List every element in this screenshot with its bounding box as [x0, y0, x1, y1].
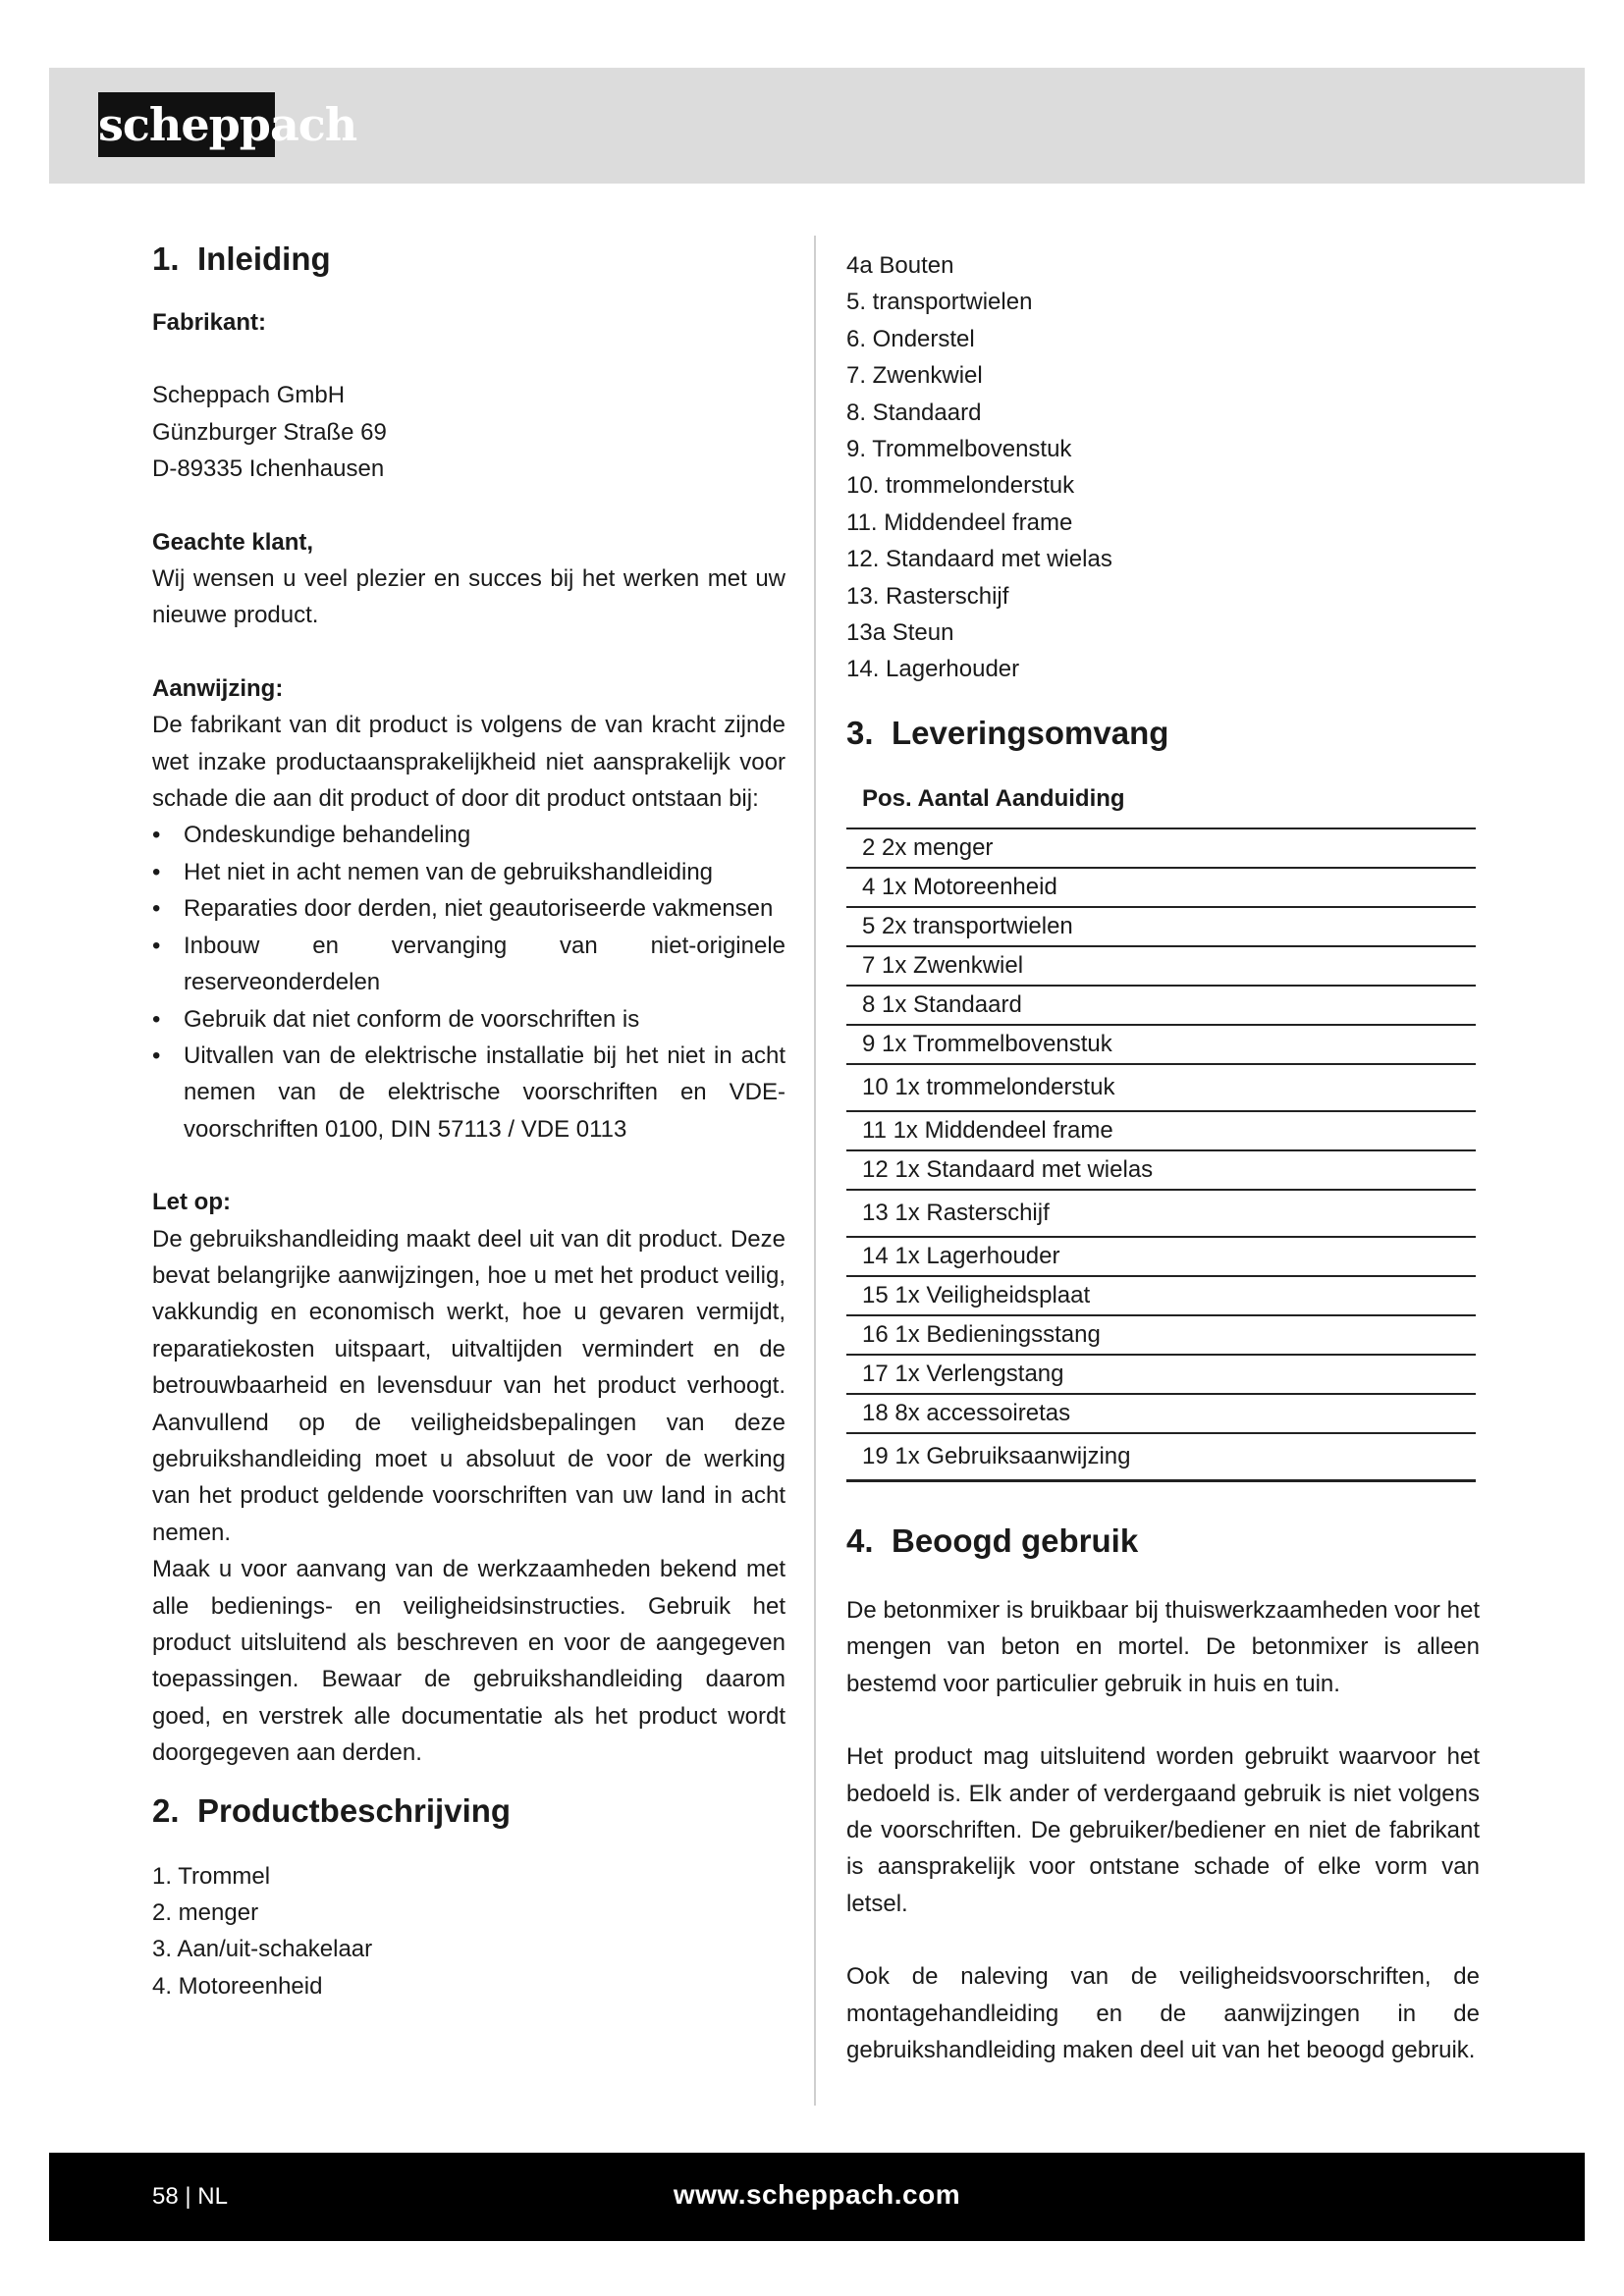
- list-item: 10. trommelonderstuk: [846, 472, 1075, 500]
- table-row: 5 2x transportwielen: [846, 908, 1476, 947]
- list-item: • Inbouw en vervanging van niet-originele reserveonderdelen: [152, 928, 785, 1001]
- table-row: 16 1x Bedieningsstang: [846, 1316, 1476, 1356]
- attention-text: De gebruikshandleiding maakt deel uit van dit product. Deze bevat belangrijke aanwijzingen, hoe u met het product veilig, vakkundig en economisch werkt, hoe u gevaren vermijdt, reparatiekosten uitspaart, uitvaltijden vermindert en de betrouwbaarheid en levensduur van het product verhoogt. Aanvullend op de veiligheidsbepalingen van deze gebruikshandleiding moet u absoluut de voor de werking van het product geldende voorschriften van uw land in acht nemen.: [152, 1225, 785, 1546]
- right-column: [846, 247, 1480, 2068]
- table-row: 17 1x Verlengstang: [846, 1356, 1476, 1395]
- intended-use-text: Ook de naleving van de veiligheidsvoorschriften, de montagehandleiding en de aanwijzingen in de gebruikshandleiding maken deel uit van het beoogd gebruik.: [846, 1963, 1480, 2063]
- list-item: 8. Standaard: [846, 399, 982, 426]
- liability-list: [152, 817, 785, 1148]
- table-row: 13 1x Rasterschijf: [846, 1191, 1476, 1238]
- manufacturer-label: Fabrikant:: [152, 309, 267, 336]
- list-item: 4a Bouten: [846, 252, 954, 279]
- list-item: 3. Aan/uit-schakelaar: [152, 1936, 373, 1963]
- list-item: 6. Onderstel: [846, 325, 975, 352]
- address-line: Günzburger Straße 69: [152, 418, 387, 446]
- table-row: 12 1x Standaard met wielas: [846, 1151, 1476, 1191]
- note-text: De fabrikant van dit product is volgens de van kracht zijnde wet inzake productaansprakelijkheid niet aansprakelijk voor schade die aan dit product of door dit product ontstaan bij:: [152, 712, 785, 813]
- list-item: 2. menger: [152, 1899, 259, 1927]
- list-item: 12. Standaard met wielas: [846, 546, 1112, 573]
- list-item: 14. Lagerhouder: [846, 656, 1020, 683]
- address-line: Scheppach GmbH: [152, 382, 346, 409]
- list-item: 9. Trommelbovenstuk: [846, 436, 1072, 463]
- list-item: 13a Steun: [846, 619, 954, 647]
- scheppach-logo: scheppach: [98, 92, 275, 157]
- table-row: 11 1x Middendeel frame: [846, 1112, 1476, 1151]
- intended-use-text: Het product mag uitsluitend worden gebruikt waarvoor het bedoeld is. Elk ander of verdergaand gebruik is niet volgens de voorschriften. De gebruiker/bediener en niet de fabrikant is aansprakelijk voor ontstane schade of elke vorm van letsel.: [846, 1743, 1480, 1917]
- table-row: 8 1x Standaard: [846, 987, 1476, 1026]
- list-item: 4. Motoreenheid: [152, 1972, 323, 2000]
- table-row: 19 1x Gebruiksaanwijzing: [846, 1434, 1476, 1482]
- page-header: [49, 68, 1585, 184]
- parts-list-continued: [846, 247, 1480, 688]
- website-link[interactable]: www.scheppach.com: [673, 2179, 961, 2210]
- section-heading-leveringsomvang: 3. Leveringsomvang: [846, 714, 1169, 751]
- table-row: 4 1x Motoreenheid: [846, 869, 1476, 908]
- table-row: 18 8x accessoiretas: [846, 1395, 1476, 1434]
- list-item: 1. Trommel: [152, 1862, 271, 1890]
- table-row: 9 1x Trommelbovenstuk: [846, 1026, 1476, 1065]
- section-heading-beoogd-gebruik: 4. Beoogd gebruik: [846, 1522, 1139, 1559]
- table-row: 10 1x trommelonderstuk: [846, 1065, 1476, 1112]
- attention-text: Maak u voor aanvang van de werkzaamheden bekend met alle bedienings- en veiligheidsinstructies. Gebruik het product uitsluitend als beschreven en voor de aangegeven toepassingen. Bewaar de gebruikshandleiding daarom goed, en verstrek alle documentatie als het product wordt doorgegeven aan derden.: [152, 1556, 785, 1767]
- list-item: • Ondeskundige behandeling: [152, 817, 785, 853]
- left-column: [152, 234, 785, 2004]
- list-item: • Het niet in acht nemen van de gebruikshandleiding: [152, 854, 785, 890]
- address-line: D-89335 Ichenhausen: [152, 455, 385, 483]
- section-heading-productbeschrijving: 2. Productbeschrijving: [152, 1791, 512, 1829]
- table-row: 14 1x Lagerhouder: [846, 1238, 1476, 1277]
- table-header: Pos. Aantal Aanduiding: [862, 784, 1125, 812]
- list-item: 13. Rasterschijf: [846, 582, 1009, 610]
- list-item: 7. Zwenkwiel: [846, 362, 983, 390]
- list-item: • Gebruik dat niet conform de voorschriften is: [152, 1001, 785, 1038]
- table-row: 2 2x menger: [846, 829, 1476, 869]
- greeting-label: Geachte klant,: [152, 528, 314, 556]
- intended-use-text: De betonmixer is bruikbaar bij thuiswerkzaamheden voor het mengen van beton en mortel. De betonmixer is alleen bestemd voor particulier gebruik in huis en tuin.: [846, 1596, 1480, 1697]
- delivery-table: [846, 828, 1476, 1482]
- note-label: Aanwijzing:: [152, 674, 284, 702]
- attention-label: Let op:: [152, 1189, 231, 1216]
- table-row: 15 1x Veiligheidsplaat: [846, 1277, 1476, 1316]
- page-number: 58 | NL: [152, 2183, 228, 2210]
- section-heading-inleiding: 1. Inleiding: [152, 240, 331, 277]
- greeting-text: Wij wensen u veel plezier en succes bij het werken met uw nieuwe product.: [152, 565, 785, 629]
- list-item: • Reparaties door derden, niet geautoriseerde vakmensen: [152, 890, 785, 927]
- list-item: 11. Middendeel frame: [846, 508, 1073, 536]
- table-row: 7 1x Zwenkwiel: [846, 947, 1476, 987]
- parts-list: [152, 1858, 785, 2005]
- list-item: • Uitvallen van de elektrische installatie bij het niet in acht nemen van de elektrische voorschriften en VDE-voorschriften 0100, DIN 57113 / VDE 0113: [152, 1038, 785, 1148]
- page-footer: [49, 2153, 1585, 2241]
- column-divider: [814, 236, 816, 2106]
- list-item: 5. transportwielen: [846, 289, 1033, 316]
